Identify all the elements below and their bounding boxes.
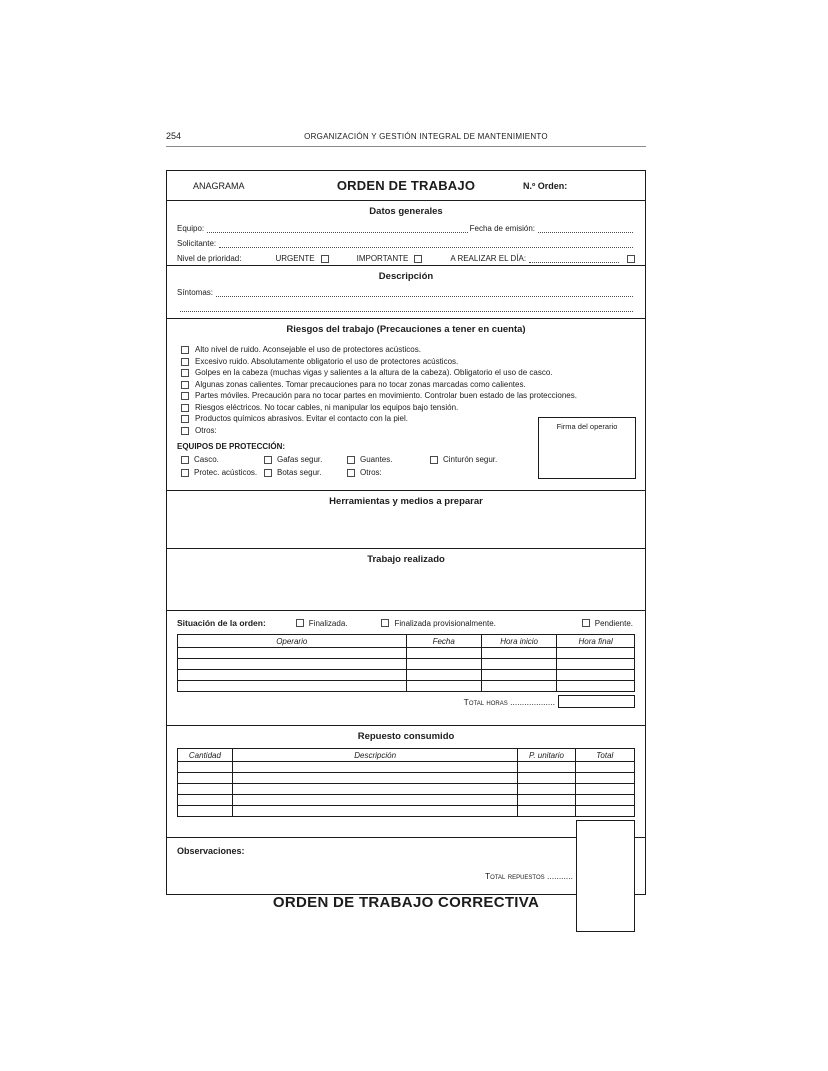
table-header-row <box>178 635 635 648</box>
equipo-checkbox <box>347 469 355 477</box>
situacion-row <box>177 618 635 628</box>
repuestos-table <box>177 748 635 817</box>
importante-label: IMPORTANTE <box>356 254 409 263</box>
risk-item <box>177 379 635 391</box>
situacion-option <box>381 619 495 628</box>
form-header <box>167 171 645 201</box>
equipo-label: Botas segur. <box>277 468 322 477</box>
dotted-leader <box>180 304 633 312</box>
risk-checkbox <box>181 369 189 377</box>
checkbox-pendiente <box>582 619 590 627</box>
table-header-row <box>178 749 635 762</box>
equipo-proteccion-item <box>430 455 497 464</box>
risk-checkbox <box>181 358 189 366</box>
equipos-proteccion-title: EQUIPOS DE PROTECCIÓN: <box>177 442 286 451</box>
option-label: Finalizada. <box>308 618 348 628</box>
equipo-label: Guantes. <box>360 455 393 464</box>
column-header: Fecha <box>406 635 481 648</box>
equipo-proteccion-item <box>347 455 430 464</box>
risk-label: Riesgos eléctricos. No tocar cables, ni manipular los equipos bajo tensión. <box>195 402 459 412</box>
risk-label: Otros: <box>195 425 217 435</box>
signature-box <box>538 417 636 479</box>
checkbox-finalizada <box>296 619 304 627</box>
sintomas-line-2 <box>177 304 635 313</box>
dotted-leader <box>207 225 467 233</box>
column-header: Operario <box>178 635 407 648</box>
total-horas-box <box>558 695 635 708</box>
column-header: Cantidad <box>178 749 233 762</box>
checkbox-importante <box>414 255 422 263</box>
equipo-line <box>177 224 635 234</box>
risk-label: Excesivo ruido. Absolutamente obligatorio el uso de protectores acústicos. <box>195 356 459 366</box>
equipo-label: Cinturón segur. <box>443 455 498 464</box>
checkbox-realizar-dia <box>627 255 635 263</box>
equipo-label: Equipo: <box>177 224 205 233</box>
total-horas-label: Total horas ................... <box>463 696 555 707</box>
trabajo-realizado-title: Trabajo realizado <box>367 554 445 565</box>
checkbox-finalizada-provisionalmente <box>381 619 389 627</box>
option-label: Finalizada provisionalmente. <box>394 618 496 628</box>
equipo-proteccion-item <box>181 468 264 477</box>
section-observaciones <box>167 838 645 894</box>
risk-checkbox <box>181 427 189 435</box>
risk-checkbox <box>181 381 189 389</box>
risk-item <box>177 356 635 368</box>
section-trabajo-realizado <box>167 549 645 611</box>
running-head <box>166 128 646 147</box>
section-datos-generales <box>167 201 645 266</box>
herramientas-title: Herramientas y medios a preparar <box>329 496 483 507</box>
descripcion-title: Descripción <box>378 271 434 282</box>
table-row <box>178 648 635 659</box>
table-row <box>178 762 635 773</box>
table-row <box>178 806 635 817</box>
section-riesgos <box>167 319 645 491</box>
column-header: Hora inicio <box>481 635 556 648</box>
prioridad-line <box>177 254 635 264</box>
column-header: P. unitario <box>518 749 575 762</box>
dotted-leader <box>219 240 633 248</box>
equipo-proteccion-item <box>264 468 347 477</box>
equipo-checkbox <box>347 456 355 464</box>
section-herramientas <box>167 491 645 549</box>
equipo-checkbox <box>430 456 438 464</box>
table-row <box>178 795 635 806</box>
risk-checkbox <box>181 404 189 412</box>
sintomas-label: Síntomas: <box>177 288 214 297</box>
equipo-checkbox <box>181 469 189 477</box>
solicitante-label: Solicitante: <box>177 239 217 248</box>
equipo-label: Protec. acústicos. <box>194 468 258 477</box>
column-header: Hora final <box>557 635 635 648</box>
equipo-checkbox <box>181 456 189 464</box>
section-situacion <box>167 618 645 726</box>
operarios-table <box>177 634 635 692</box>
running-head-rule <box>166 146 646 147</box>
equipo-label: Gafas segur. <box>277 455 323 464</box>
risk-label: Alto nivel de ruido. Aconsejable el uso de protectores acústicos. <box>195 345 421 354</box>
repuesto-title: Repuesto consumido <box>357 731 455 742</box>
risk-checkbox <box>181 415 189 423</box>
equipo-proteccion-item <box>347 468 382 477</box>
total-horas-row <box>177 695 635 708</box>
dotted-leader <box>529 255 619 263</box>
section-descripcion <box>167 266 645 319</box>
risk-label: Partes móviles. Precaución para no tocar partes en movimiento. Controlar buen estado de las protecciones. <box>195 391 577 400</box>
total-repuestos-label: Total repuestos ........... <box>484 871 573 881</box>
table-row <box>178 773 635 784</box>
risk-label: Algunas zonas calientes. Tomar precauciones para no tocar zonas marcadas como calientes. <box>195 379 526 389</box>
risk-item <box>177 344 635 356</box>
situacion-option <box>296 619 348 628</box>
dotted-leader <box>538 225 633 233</box>
order-number-label: N.º Orden: <box>523 180 568 191</box>
column-header: Total <box>575 749 634 762</box>
equipo-checkbox <box>264 456 272 464</box>
equipo-label: Casco. <box>194 455 219 464</box>
riesgos-title: Riesgos del trabajo (Precauciones a tener en cuenta) <box>286 324 526 335</box>
situacion-option <box>582 619 633 628</box>
risk-label: Productos químicos abrasivos. Evitar el contacto con la piel. <box>195 414 408 423</box>
risk-item <box>177 390 635 402</box>
figure-caption: ORDEN DE TRABAJO CORRECTIVA <box>272 894 540 911</box>
risk-checkbox <box>181 346 189 354</box>
risk-item <box>177 402 635 414</box>
equipo-proteccion-item <box>264 455 347 464</box>
fecha-emision-label: Fecha de emisión: <box>469 224 535 233</box>
urgente-label: URGENTE <box>275 254 315 263</box>
risk-item <box>177 367 635 379</box>
table-row <box>178 784 635 795</box>
work-order-form <box>166 170 646 895</box>
equipo-label: Otros: <box>360 468 382 477</box>
table-row <box>178 681 635 692</box>
running-title: ORGANIZACIÓN Y GESTIÓN INTEGRAL DE MANTENIMIENTO <box>304 132 548 141</box>
page-number: 254 <box>166 131 182 141</box>
table-row <box>178 670 635 681</box>
dotted-leader <box>216 289 633 297</box>
realizar-dia-label: A REALIZAR EL DÍA: <box>450 254 527 263</box>
signature-label: Firma del operario <box>556 422 618 431</box>
table-row <box>178 659 635 670</box>
nivel-prioridad-label: Nivel de prioridad: <box>177 254 242 263</box>
situacion-label: Situación de la orden: <box>177 618 266 628</box>
equipo-proteccion-item <box>181 455 264 464</box>
checkbox-urgente <box>321 255 329 263</box>
option-label: Pendiente. <box>594 618 633 628</box>
sintomas-line <box>177 288 635 298</box>
risk-checkbox <box>181 392 189 400</box>
datos-generales-title: Datos generales <box>369 206 443 217</box>
risk-label: Golpes en la cabeza (muchas vigas y salientes a la altura de la cabeza). Obligatorio el uso de casco. <box>195 368 553 377</box>
form-title: ORDEN DE TRABAJO <box>336 178 476 193</box>
column-header: Descripción <box>232 749 518 762</box>
solicitante-line <box>177 239 635 249</box>
anagrama-label: ANAGRAMA <box>193 180 245 191</box>
observaciones-label: Observaciones: <box>177 846 245 856</box>
equipo-checkbox <box>264 469 272 477</box>
